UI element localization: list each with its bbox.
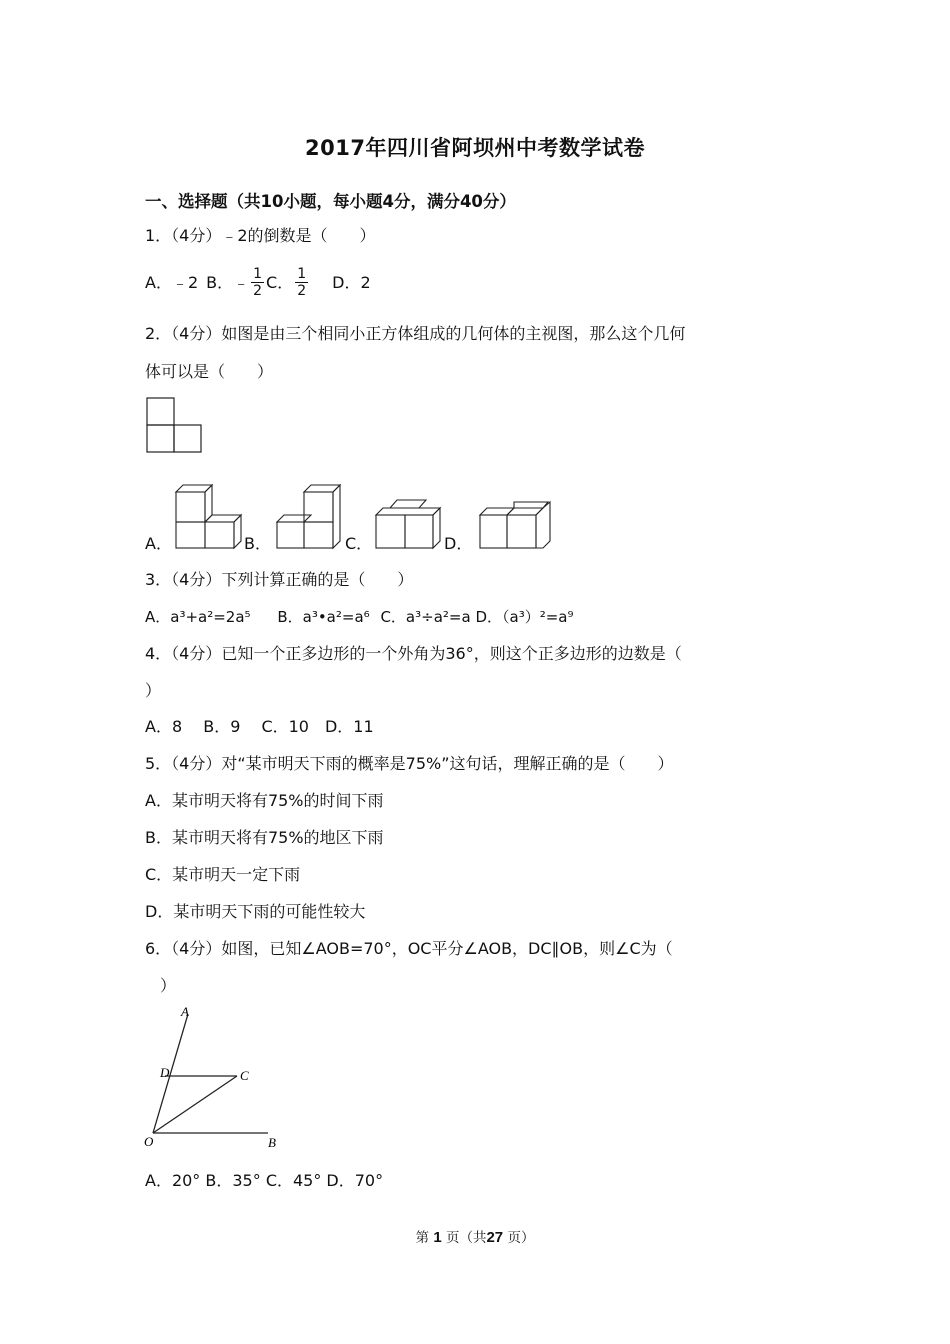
point-label-c: C xyxy=(240,1068,249,1083)
q5-option-d: D．某市明天下雨的可能性较大 xyxy=(145,902,366,921)
footer-middle: 页（共 xyxy=(445,1230,487,1246)
q2-stem-line2: 体可以是（ ） xyxy=(145,362,274,381)
fraction-denominator: 2 xyxy=(297,283,307,299)
q6-stem-line2: ） xyxy=(160,976,177,995)
q3-option-a: A．a³+a²=2a⁵ xyxy=(145,608,251,626)
ray-oa xyxy=(153,1014,188,1133)
total-page-count: 27 xyxy=(486,1229,504,1246)
q2-option-b-label: B． xyxy=(244,534,271,553)
q2-option-c-figure xyxy=(374,496,444,550)
q5-stem: 5．（4分）对“某市明天下雨的概率是75%”这句话，理解正确的是（ ） xyxy=(145,754,674,773)
point-label-a: A xyxy=(181,1004,189,1019)
q1-option-b-fraction xyxy=(251,266,264,299)
section-heading: 一、选择题（共10小题，每小题4分，满分40分） xyxy=(145,192,516,211)
q1-option-b-prefix: B．﹣ xyxy=(206,272,250,292)
fraction-numerator: 1 xyxy=(253,266,263,282)
fraction-numerator: 1 xyxy=(297,266,307,282)
q6-options: A．20° B．35° C．45° D．70° xyxy=(145,1171,384,1190)
q3-stem: 3．（4分）下列计算正确的是（ ） xyxy=(145,570,414,589)
q2-option-a-figure xyxy=(174,482,244,550)
q1-option-c-fraction xyxy=(295,266,308,299)
q2-option-a-label: A． xyxy=(145,534,172,553)
page-title: 2017年四川省阿坝州中考数学试卷 xyxy=(305,136,645,160)
current-page-number: 1 xyxy=(433,1229,442,1246)
footer-suffix: 页） xyxy=(507,1230,535,1246)
q4-stem-line1: 4．（4分）已知一个正多边形的一个外角为36°，则这个正多边形的边数是（ xyxy=(145,644,682,663)
q2-option-c-label: C． xyxy=(345,534,373,553)
q1-option-c-prefix: C． xyxy=(266,272,294,292)
fraction-denominator: 2 xyxy=(253,283,263,299)
footer-prefix: 第 xyxy=(415,1230,430,1246)
q6-geometry-figure xyxy=(140,1002,290,1152)
segment-oc xyxy=(153,1076,237,1133)
q3-option-c: C．a³÷a²=a xyxy=(380,608,471,626)
q2-option-d-label: D． xyxy=(444,534,473,553)
q3-options xyxy=(145,606,574,628)
page-footer xyxy=(0,1226,950,1246)
q6-stem-line1: 6．（4分）如图，已知∠AOB=70°，OC平分∠AOB，DC∥OB，则∠C为（ xyxy=(145,939,673,958)
q3-option-d: D．（a³）²=a⁹ xyxy=(475,608,574,626)
q5-option-a: A．某市明天将有75%的时间下雨 xyxy=(145,791,384,810)
q3-option-b: B．a³•a²=a⁶ xyxy=(277,608,370,626)
q1-option-a: A．﹣2 xyxy=(145,272,199,292)
q2-front-view-figure xyxy=(146,397,204,455)
q1-option-d: D．2 xyxy=(332,272,371,292)
q4-options: A．8 B．9 C．10 D．11 xyxy=(145,717,374,736)
q5-option-b: B．某市明天将有75%的地区下雨 xyxy=(145,828,384,847)
point-label-b: B xyxy=(268,1135,276,1150)
q2-stem-line1: 2．（4分）如图是由三个相同小正方体组成的几何体的主视图，那么这个几何 xyxy=(145,324,686,343)
point-label-d: D xyxy=(160,1065,170,1080)
q2-option-b-figure xyxy=(275,482,345,550)
q1-options xyxy=(145,266,371,299)
q5-option-c: C．某市明天一定下雨 xyxy=(145,865,301,884)
q1-stem: 1．（4分）﹣2的倒数是（ ） xyxy=(145,226,376,245)
q2-option-d-figure xyxy=(478,500,552,550)
point-label-o: O xyxy=(144,1134,154,1149)
q4-stem-line2: ） xyxy=(145,681,162,700)
